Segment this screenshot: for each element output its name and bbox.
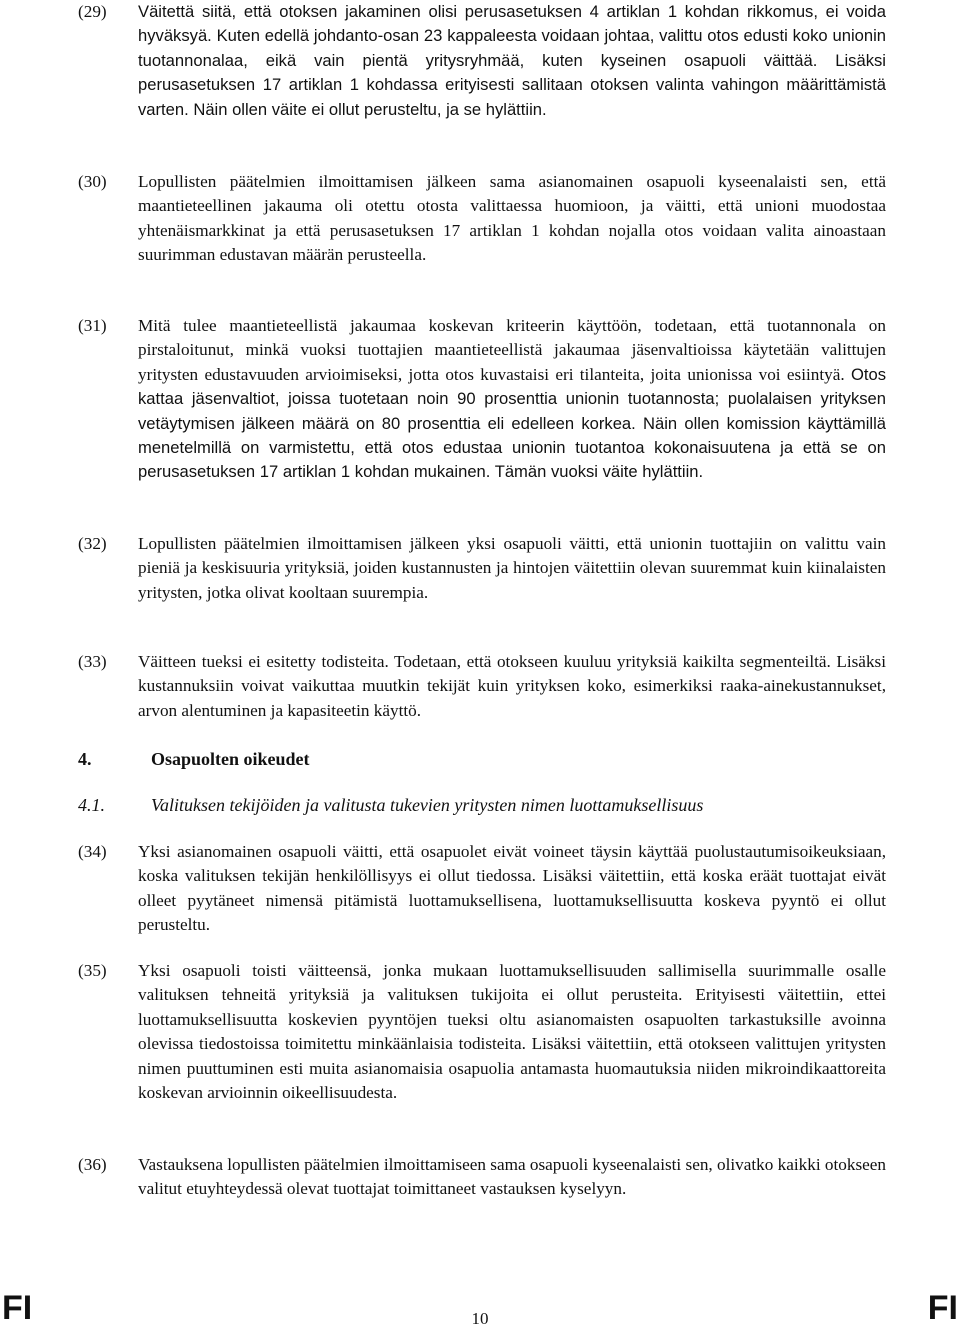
- page-number: 10: [471, 1309, 489, 1328]
- paragraph-text: Yksi asianomainen osapuoli väitti, että osapuolet eivät voineet täysin käyttää puolustautumisoikeuksiaan, koska valituksen tekijän henkilöllisyys ei ollut tiedossa. Lisäksi väitettiin, että koska eräät tuottajat eivät olleet pyytäneet nimensä pitämistä luottamuksellisena, luottamuksellisuutta koskeva pyyntö ei ollut perusteltu.: [138, 842, 886, 935]
- paragraph-text: Vastauksena lopullisten päätelmien ilmoittamiseen sama osapuoli kyseenalaisti sen, olivatko kaikki otokseen valitut etuyhteydessä olevat tuottajat toimittaneet vastauksen kyselyyn.: [138, 1155, 886, 1199]
- paragraph-text: Mitä tulee maantieteellistä jakaumaa koskevan kriteerin käyttöön, todetaan, että tuotannonala on pirstaloitunut, minkä vuoksi tuottajien maantieteellistä jakaumaa jäsenvaltioissa käytetään valittujen yritysten edustavuuden arvioimiseksi, jotta otos kuvastaisi eri tilanteita, joita unionissa voi esiintyä. Otos kattaa jäsenvaltiot, joissa tuotetaan noin 90 prosenttia unionin tuotannosta; puolalaisen yrityksen vetäytymisen jälkeen määrä on 80 prosenttia eli edelleen korkea. Näin ollen komission käyttämillä menetelmillä on varmistettu, että otos edustaa unionin tuotantoa kokonaisuutena ja että se on perusasetuksen 17 artiklan 1 kohdan mukainen. Tämän vuoksi väite hylättiin.: [138, 316, 886, 482]
- paragraph-text: Lopullisten päätelmien ilmoittamisen jälkeen sama asianomainen osapuoli kyseenalaisti sen, että maantieteellinen jakauma oli otettu otosta valittaessa huomioon, ja väitti, että unioni muodostaa yhtenäismarkkinat ja että perusasetuksen 17 artiklan 1 kohdan nojalla otos voidaan valita ainoastaan suurimman edustavan määrän perusteella.: [138, 172, 886, 265]
- paragraph-32: [78, 532, 886, 605]
- paragraph-35: [78, 959, 886, 1105]
- paragraph-number: (32): [78, 534, 107, 553]
- paragraph-36: [78, 1153, 886, 1202]
- paragraph-31: [78, 314, 886, 485]
- paragraph-29: [78, 0, 886, 122]
- paragraph-33: [78, 650, 886, 723]
- paragraph-number: (29): [78, 2, 107, 21]
- section-number: 4.: [78, 749, 92, 769]
- language-code-right: FI: [927, 1289, 958, 1327]
- paragraph-30: [78, 170, 886, 268]
- paragraph-text: Väitettä siitä, että otoksen jakaminen olisi perusasetuksen 4 artiklan 1 kohdan rikkomus, ei voida hyväksyä. Kuten edellä johdanto-osan 23 kappaleesta voidaan johtaa, valittu otos edusti koko unionin tuotannonalaa, eikä vain pientä yritysryhmää, kuten kyseinen osapuoli väittää. Lisäksi perusasetuksen 17 artiklan 1 kohdassa erityisesti sallitaan otoksen valinta vahingon määrittämistä varten. Näin ollen väite ei ollut perusteltu, ja se hylättiin.: [138, 2, 886, 119]
- paragraph-number: (35): [78, 961, 107, 980]
- paragraph-number: (33): [78, 652, 107, 671]
- paragraph-text: Väitteen tueksi ei esitetty todisteita. Todetaan, että otokseen kuuluu yrityksiä kaikilta segmenteiltä. Lisäksi kustannuksiin voivat vaikuttaa muutkin tekijät kuin yrityksen koko, esimerkiksi raaka-ainekustannukset, arvon alentuminen ja kapasiteetin käyttö.: [138, 652, 886, 720]
- paragraph-text: Lopullisten päätelmien ilmoittamisen jälkeen yksi osapuoli väitti, että unionin tuottajiin on valittu vain pieniä ja keskisuuria yrityksiä, joiden kustannusten ja hintojen väitettiin olevan suuremmat kuin kiinalaisten yritysten, jotka olivat kooltaan suurempia.: [138, 534, 886, 602]
- section-title: Osapuolten oikeudet: [151, 749, 310, 769]
- paragraph-number: (36): [78, 1155, 107, 1174]
- subsection-title: Valituksen tekijöiden ja valitusta tukevien yritysten nimen luottamuksellisuus: [151, 795, 704, 815]
- paragraph-34: [78, 840, 886, 938]
- subsection-number: 4.1.: [78, 795, 105, 815]
- paragraph-number: (30): [78, 172, 107, 191]
- language-code-left: FI: [2, 1289, 33, 1327]
- paragraph-number: (34): [78, 842, 107, 861]
- section-heading: [78, 747, 310, 771]
- subsection-heading: [78, 793, 703, 817]
- paragraph-number: (31): [78, 316, 107, 335]
- paragraph-text: Yksi osapuoli toisti väitteensä, jonka mukaan luottamuksellisuuden sallimisella suurimmalle osalle valituksen tehneitä yrityksiä ja valituksen tukijoita ei ollut perusteita. Erityisesti väitettiin, ettei luottamuksellisuutta koskevien pyyntöjen tueksi oltu asianomaisten osapuolten tarkastuksille avoinna olevissa tiedostoissa toimitettu minkäänlaisia todisteita. Lisäksi väitettiin, että otokseen valittujen yritysten nimen puuttuminen esti muita asianomaisia osapuolia antamasta huomautuksia niiden mikroindikaattoreita koskevan arvioinnin oikeellisuudesta.: [138, 961, 886, 1103]
